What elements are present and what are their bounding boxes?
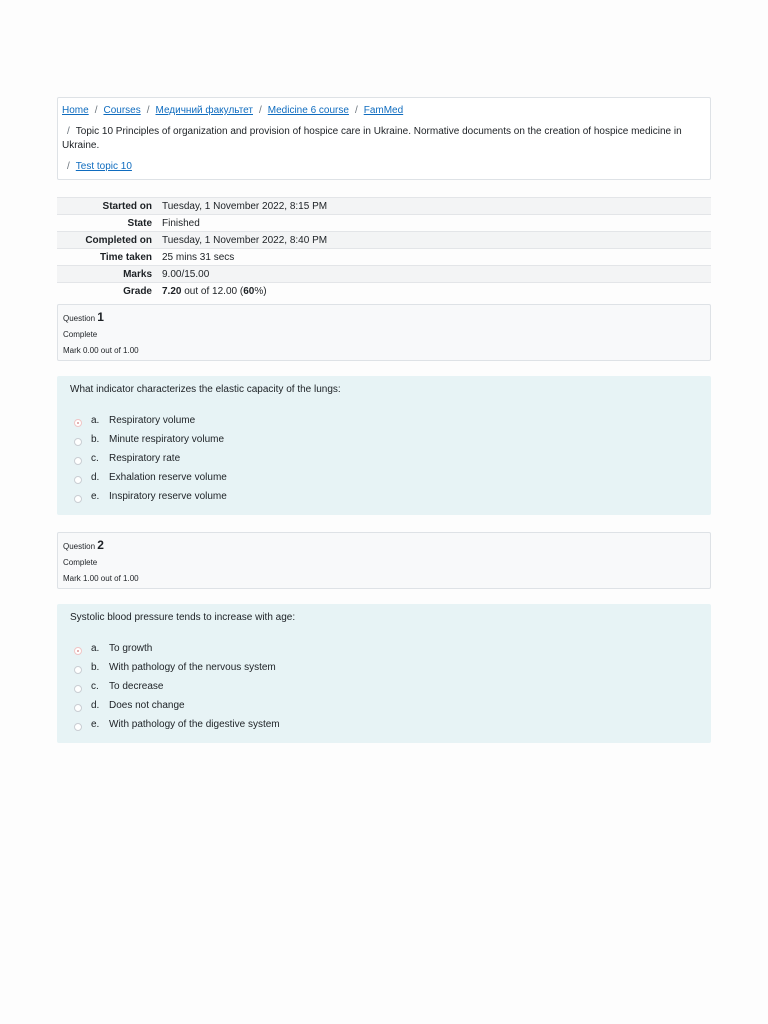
option-letter: a. — [91, 415, 100, 426]
answer-option[interactable] — [70, 430, 698, 449]
radio-icon[interactable] — [74, 476, 82, 484]
breadcrumb-separator: / — [146, 105, 150, 116]
summary-label: Completed on — [57, 232, 157, 249]
breadcrumb-links — [62, 104, 702, 118]
summary-row — [57, 266, 711, 283]
breadcrumb-fammed[interactable]: FamMed — [363, 105, 404, 116]
radio-icon[interactable] — [74, 704, 82, 712]
question-content — [57, 376, 711, 515]
answer-option[interactable] — [70, 487, 698, 506]
grade-percent: 60 — [243, 285, 255, 297]
breadcrumb-separator: / — [67, 126, 70, 137]
option-text: Respiratory rate — [109, 453, 181, 464]
question-text: What indicator characterizes the elastic capacity of the lungs: — [70, 384, 341, 395]
option-text: To decrease — [109, 681, 164, 692]
radio-icon[interactable] — [74, 495, 82, 503]
question-content — [57, 604, 711, 743]
breadcrumb-test — [62, 160, 702, 174]
question-number — [63, 537, 705, 555]
option-letter: a. — [91, 643, 100, 654]
summary-label: State — [57, 215, 157, 232]
breadcrumb-separator: / — [67, 161, 70, 172]
grade-close: %) — [254, 285, 267, 297]
option-text: Respiratory volume — [109, 415, 196, 426]
breadcrumb-course[interactable]: Medicine 6 course — [267, 105, 349, 116]
question-info — [57, 532, 711, 589]
option-letter: e. — [91, 719, 100, 730]
question-label: Question — [63, 542, 96, 551]
summary-row — [57, 198, 711, 215]
option-letter: e. — [91, 491, 100, 502]
radio-icon[interactable] — [74, 685, 82, 693]
breadcrumb-test-link[interactable]: Test topic 10 — [75, 161, 132, 172]
option-letter: d. — [91, 472, 100, 483]
option-text: Does not change — [109, 700, 185, 711]
summary-value: Tuesday, 1 November 2022, 8:40 PM — [157, 232, 711, 249]
answer-option[interactable] — [70, 639, 698, 658]
attempt-summary-table — [57, 197, 711, 299]
summary-label: Started on — [57, 198, 157, 215]
breadcrumb-topic — [62, 125, 702, 153]
option-text: Exhalation reserve volume — [109, 472, 227, 483]
option-letter: b. — [91, 434, 100, 445]
summary-label: Grade — [57, 283, 157, 300]
answer-option[interactable] — [70, 677, 698, 696]
summary-label: Time taken — [57, 249, 157, 266]
question-label: Question — [63, 314, 96, 323]
breadcrumb-separator: / — [94, 105, 98, 116]
question-grade: Mark 0.00 out of 1.00 — [63, 346, 139, 355]
question-grade: Mark 1.00 out of 1.00 — [63, 574, 139, 583]
breadcrumb-faculty[interactable]: Медичний факультет — [155, 105, 253, 116]
radio-icon[interactable] — [74, 419, 82, 427]
radio-icon[interactable] — [74, 438, 82, 446]
radio-icon[interactable] — [74, 666, 82, 674]
option-text: With pathology of the digestive system — [109, 719, 280, 730]
option-text: With pathology of the nervous system — [109, 662, 276, 673]
option-letter: c. — [91, 681, 99, 692]
question-info — [57, 304, 711, 361]
radio-icon[interactable] — [74, 647, 82, 655]
answer-option[interactable] — [70, 696, 698, 715]
summary-value: 9.00/15.00 — [157, 266, 711, 283]
summary-row — [57, 249, 711, 266]
option-text: To growth — [109, 643, 153, 654]
summary-row — [57, 283, 711, 300]
option-letter: c. — [91, 453, 99, 464]
summary-value: Finished — [157, 215, 711, 232]
question-no: 1 — [97, 310, 104, 324]
question-state: Complete — [63, 558, 98, 567]
summary-grade-value — [157, 283, 711, 300]
breadcrumb-courses[interactable]: Courses — [103, 105, 141, 116]
answer-option[interactable] — [70, 449, 698, 468]
breadcrumb-topic-label[interactable]: Topic 10 Principles of organization and provision of hospice care in Ukraine. Normative documents on the creation of hospice medicine in Ukraine. — [62, 126, 682, 151]
summary-value: Tuesday, 1 November 2022, 8:15 PM — [157, 198, 711, 215]
radio-icon[interactable] — [74, 457, 82, 465]
answer-option[interactable] — [70, 411, 698, 430]
breadcrumb-separator: / — [259, 105, 262, 116]
breadcrumb-separator: / — [354, 105, 358, 116]
question-no: 2 — [97, 538, 104, 552]
grade-score: 7.20 — [162, 285, 182, 297]
option-text: Inspiratory reserve volume — [109, 491, 227, 502]
option-text: Minute respiratory volume — [109, 434, 225, 445]
answer-option[interactable] — [70, 658, 698, 677]
answer-option[interactable] — [70, 715, 698, 734]
question-text: Systolic blood pressure tends to increase with age: — [70, 612, 296, 623]
answer-option[interactable] — [70, 468, 698, 487]
breadcrumb-home[interactable]: Home — [62, 105, 89, 116]
question-state: Complete — [63, 330, 98, 339]
question-number — [63, 309, 705, 327]
summary-row — [57, 232, 711, 249]
summary-row — [57, 215, 711, 232]
option-letter: b. — [91, 662, 100, 673]
summary-value: 25 mins 31 secs — [157, 249, 711, 266]
option-letter: d. — [91, 700, 100, 711]
breadcrumb — [57, 97, 711, 180]
summary-label: Marks — [57, 266, 157, 283]
radio-icon[interactable] — [74, 723, 82, 731]
grade-out-of: out of 12.00 ( — [181, 285, 244, 297]
